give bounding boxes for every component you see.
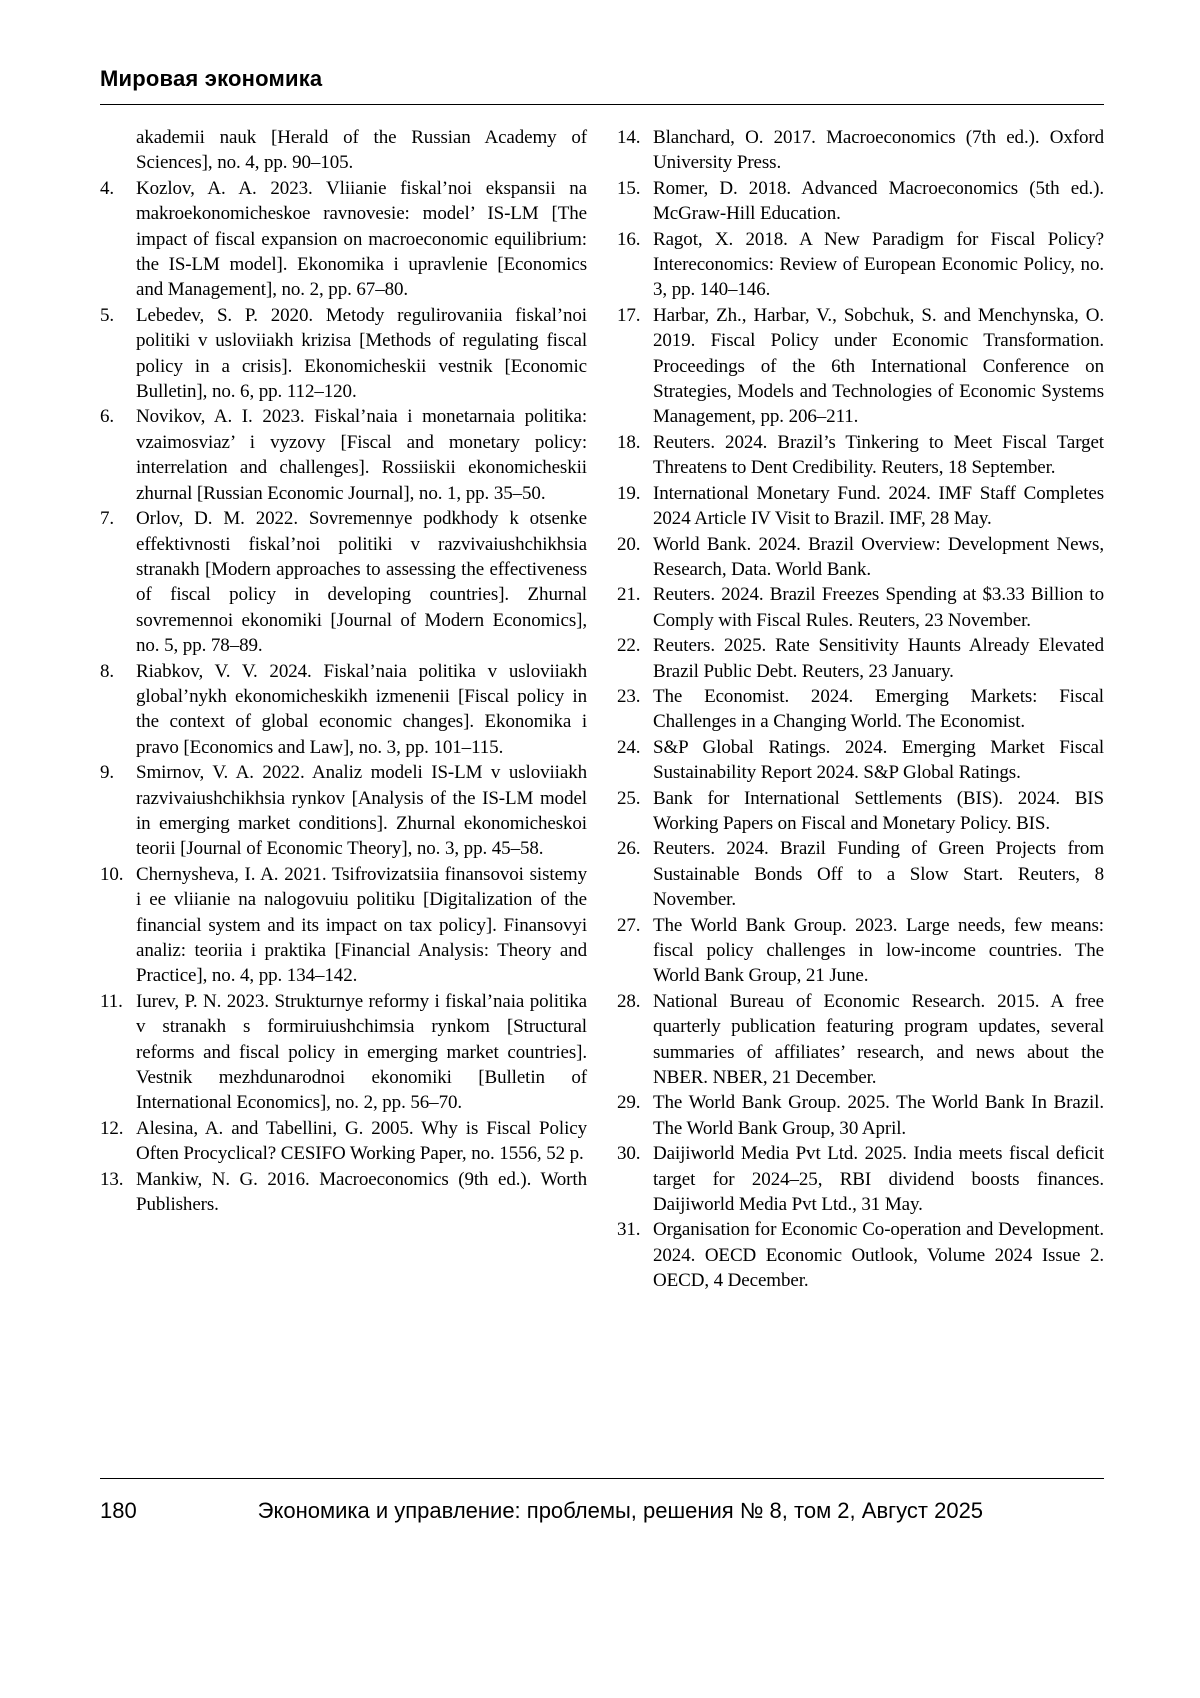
reference-entry (617, 227, 1104, 303)
reference-text: Kozlov, A. A. 2023. Vliianie fiskal’noi ekspansii na makroekonomicheskoe ravnovesie: model’ IS-LM [The impact of fiscal expansion on macroeconomic equilibrium: the IS-LM model]. Ekonomika i upravlenie [Economics and Management], no. 2, pp. 67–80. (136, 177, 587, 301)
reference-number: 7. (100, 508, 115, 530)
reference-entry (617, 1217, 1104, 1293)
reference-entry (617, 684, 1104, 735)
reference-text: World Bank. 2024. Brazil Overview: Development News, Research, Data. World Bank. (653, 533, 1104, 580)
reference-entry (617, 582, 1104, 633)
reference-entry (617, 176, 1104, 227)
reference-number: 26. (617, 838, 641, 860)
reference-text: Chernysheva, I. A. 2021. Tsifrovizatsiia finansovoi sistemy i ee vliianie na nalogovuiu politiku [Digitalization of the financial system and its impact on tax policy]. Finansovyi analiz: teoriia i praktika [Financial Analysis: Theory and Practice], no. 4, pp. 134–142. (136, 863, 587, 987)
reference-text: Iurev, P. N. 2023. Strukturnye reformy i fiskal’naia politika v stranakh s formiruiushchimsia rynkom [Structural reforms and fiscal policy in emerging market countries]. Vestnik mezhdunarodnoi ekonomiki [Bulletin of International Economics], no. 2, pp. 56–70. (136, 990, 587, 1114)
reference-entry (617, 430, 1104, 481)
reference-number: 10. (100, 863, 124, 885)
reference-text: akademii nauk [Herald of the Russian Academy of Sciences], no. 4, pp. 90–105. (136, 127, 587, 174)
reference-text: Romer, D. 2018. Advanced Macroeconomics (5th ed.). McGraw-Hill Education. (653, 177, 1104, 225)
reference-text: Alesina, A. and Tabellini, G. 2005. Why is Fiscal Policy Often Procyclical? CESIFO Working Paper, no. 1556, 52 p. (136, 1117, 587, 1165)
reference-number: 20. (617, 533, 641, 555)
reference-entry (100, 989, 587, 1116)
reference-text: Novikov, A. I. 2023. Fiskal’naia i monetarnaia politika: vzaimosviaz’ i vyzovy [Fiscal and monetary policy: interrelation and challenges]. Rossiiskii ekonomicheskii zhurnal [Russian Economic Journal], no. 1, pp. 35–50. (136, 406, 587, 504)
reference-text: Orlov, D. M. 2022. Sovremennye podkhody k otsenke effektivnosti fiskal’noi politiki v razvivaiushchikhsia stranakh [Modern approaches to assessing the effectiveness of fiscal policy in developing countries]. Zhurnal sovremennoi ekonomiki [Journal of Modern Economics], no. 5, pp. 78–89. (136, 508, 587, 657)
reference-entry (100, 1116, 587, 1167)
reference-number: 24. (617, 736, 641, 758)
reference-text: Mankiw, N. G. 2016. Macroeconomics (9th ed.). Worth Publishers. (136, 1168, 587, 1216)
reference-entry (100, 303, 587, 405)
reference-text: National Bureau of Economic Research. 2015. A free quarterly publication featuring program updates, several summaries of affiliates’ research, and news about the NBER. NBER, 21 December. (653, 990, 1104, 1089)
reference-entry (100, 1167, 587, 1218)
reference-text: S&P Global Ratings. 2024. Emerging Market Fiscal Sustainability Report 2024. S&P Global Ratings. (653, 736, 1104, 784)
references-section (100, 125, 1104, 1294)
reference-entry (100, 176, 587, 303)
reference-text: Lebedev, S. P. 2020. Metody regulirovaniia fiskal’noi politiki v usloviiakh krizisa [Methods of regulating fiscal policy in a crisis]. Ekonomicheskii vestnik [Economic Bulletin], no. 6, pp. 112–120. (136, 304, 587, 403)
reference-number: 14. (617, 127, 641, 148)
reference-number: 9. (100, 762, 115, 784)
reference-number: 25. (617, 787, 641, 809)
reference-entry (617, 532, 1104, 583)
references-column-right (617, 125, 1104, 1294)
reference-number: 17. (617, 304, 641, 326)
reference-number: 31. (617, 1219, 641, 1241)
reference-entry (617, 735, 1104, 786)
reference-entry (100, 862, 587, 989)
reference-number: 18. (617, 431, 641, 453)
reference-entry (100, 404, 587, 506)
reference-text: The World Bank Group. 2023. Large needs, few means: fiscal policy challenges in low-income countries. The World Bank Group, 21 June. (653, 914, 1104, 987)
reference-entry (617, 1141, 1104, 1217)
reference-number: 23. (617, 685, 641, 707)
reference-text: The Economist. 2024. Emerging Markets: Fiscal Challenges in a Changing World. The Economist. (653, 685, 1104, 733)
reference-entry (617, 786, 1104, 837)
section-title: Мировая экономика (100, 66, 323, 91)
reference-number: 5. (100, 304, 115, 326)
page-footer (100, 1478, 1104, 1525)
reference-entry (617, 125, 1104, 176)
reference-text: Blanchard, O. 2017. Macroeconomics (7th ed.). Oxford University Press. (653, 127, 1104, 174)
reference-number: 30. (617, 1143, 641, 1165)
reference-number: 19. (617, 482, 641, 504)
reference-entry (617, 836, 1104, 912)
reference-entry (617, 633, 1104, 684)
reference-entry (617, 1090, 1104, 1141)
reference-number: 29. (617, 1092, 641, 1114)
reference-entry (100, 760, 587, 862)
reference-text: International Monetary Fund. 2024. IMF Staff Completes 2024 Article IV Visit to Brazil. IMF, 28 May. (653, 482, 1104, 530)
reference-number: 13. (100, 1168, 124, 1190)
reference-entry (100, 506, 587, 658)
reference-text: Reuters. 2024. Brazil Freezes Spending at $3.33 Billion to Comply with Fiscal Rules. Reuters, 23 November. (653, 584, 1104, 631)
reference-entry (617, 989, 1104, 1091)
journal-title: Экономика и управление: проблемы, решения № 8, том 2, Август 2025 (257, 1498, 984, 1523)
page-header (100, 66, 1104, 105)
reference-number: 16. (617, 228, 641, 250)
reference-text: Harbar, Zh., Harbar, V., Sobchuk, S. and Menchynska, O. 2019. Fiscal Policy under Economic Transformation. Proceedings of the 6th International Conference on Strategies, Models and Technologies of Economic Systems Management, pp. 206–211. (653, 304, 1104, 428)
reference-text: Daijiworld Media Pvt Ltd. 2025. India meets fiscal deficit target for 2024–25, RBI dividend boosts finances. Daijiworld Media Pvt Ltd., 31 May. (653, 1143, 1104, 1216)
reference-number: 6. (100, 406, 115, 428)
reference-number: 4. (100, 177, 115, 199)
reference-number: 15. (617, 177, 641, 199)
reference-entry (617, 481, 1104, 532)
reference-number: 12. (100, 1117, 124, 1139)
reference-entry (617, 913, 1104, 989)
reference-text: Organisation for Economic Co-operation and Development. 2024. OECD Economic Outlook, Volume 2024 Issue 2. OECD, 4 December. (653, 1219, 1104, 1292)
references-column-left (100, 125, 587, 1217)
reference-text: The World Bank Group. 2025. The World Bank In Brazil. The World Bank Group, 30 April. (653, 1092, 1104, 1139)
reference-text: Reuters. 2025. Rate Sensitivity Haunts Already Elevated Brazil Public Debt. Reuters, 23 January. (653, 635, 1104, 682)
reference-entry (617, 303, 1104, 430)
reference-entry (100, 125, 587, 176)
reference-text: Smirnov, V. A. 2022. Analiz modeli IS-LM v usloviiakh razvivaiushchikhsia rynkov [Analysis of the IS-LM model in emerging market conditions]. Zhurnal ekonomicheskoi teorii [Journal of Economic Theory], no. 3, pp. 45–58. (136, 762, 587, 860)
footer-row (100, 1497, 1104, 1525)
reference-text: Ragot, X. 2018. A New Paradigm for Fiscal Policy? Intereconomics: Review of European Economic Policy, no. 3, pp. 140–146. (653, 228, 1104, 301)
reference-number: 28. (617, 990, 641, 1012)
header-rule (100, 104, 1104, 105)
reference-number: 8. (100, 660, 115, 682)
footer-rule (100, 1478, 1104, 1479)
reference-text: Bank for International Settlements (BIS). 2024. BIS Working Papers on Fiscal and Monetary Policy. BIS. (653, 787, 1104, 834)
page-number: 180 (100, 1498, 137, 1523)
reference-number: 22. (617, 635, 641, 657)
reference-number: 11. (100, 990, 123, 1012)
reference-text: Reuters. 2024. Brazil’s Tinkering to Meet Fiscal Target Threatens to Dent Credibility. Reuters, 18 September. (653, 431, 1104, 479)
reference-text: Reuters. 2024. Brazil Funding of Green Projects from Sustainable Bonds Off to a Slow Start. Reuters, 8 November. (653, 838, 1104, 911)
reference-entry (100, 659, 587, 761)
reference-text: Riabkov, V. V. 2024. Fiskal’naia politika v usloviiakh global’nykh ekonomicheskikh izmenenii [Fiscal policy in the context of global economic changes]. Ekonomika i pravo [Economics and Law], no. 3, pp. 101–115. (136, 660, 587, 758)
reference-number: 21. (617, 584, 641, 606)
reference-number: 27. (617, 914, 641, 936)
